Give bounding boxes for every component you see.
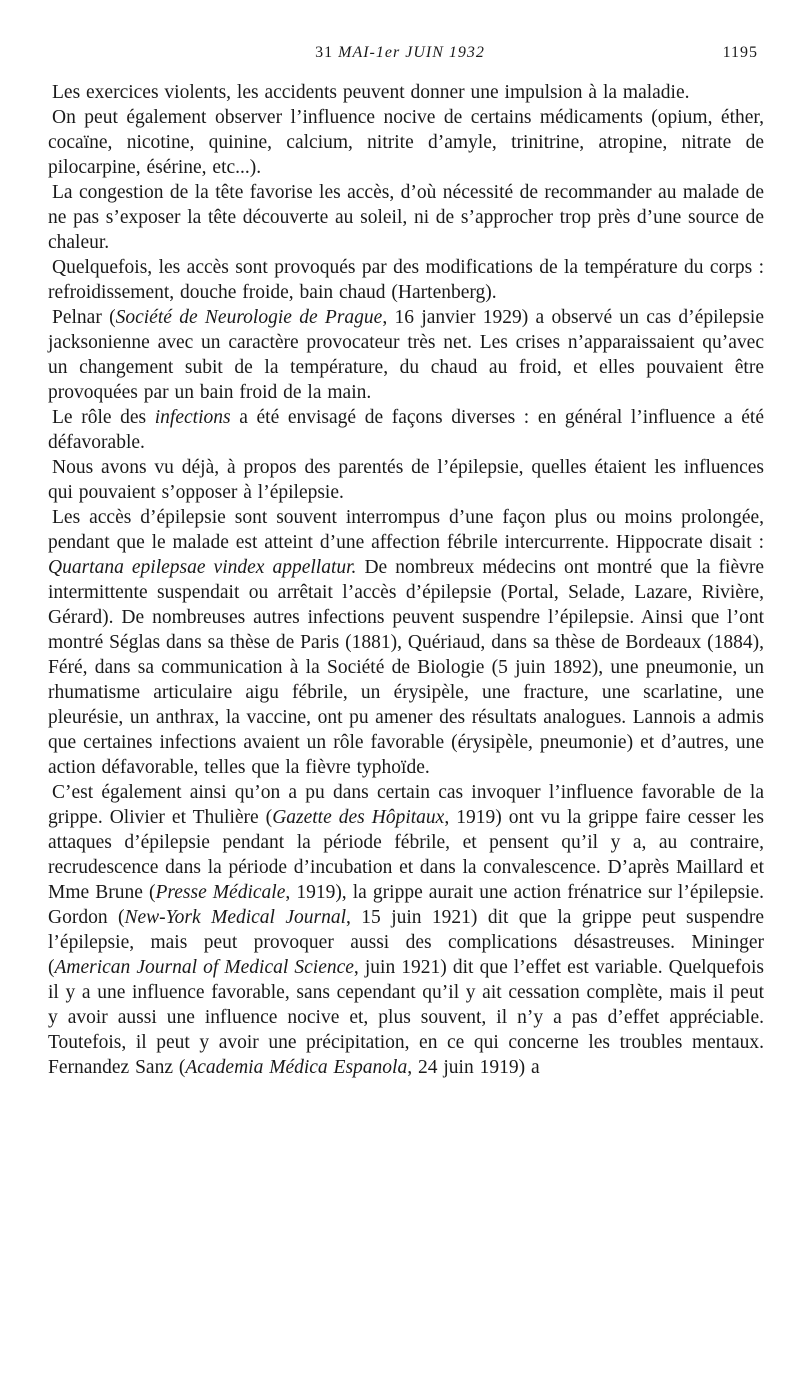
journal-title: New-York Medical Journal bbox=[124, 907, 347, 928]
header-day: 31 bbox=[315, 44, 334, 61]
journal-title: American Journal of Medical Science bbox=[54, 957, 354, 978]
paragraph: Nous avons vu déjà, à propos des parentés de l’épilepsie, quelles étaient les influences qui pouvaient s’opposer à l’épilepsie. bbox=[48, 457, 764, 503]
journal-title: Academia Médica Espanola bbox=[185, 1057, 408, 1078]
paragraph: On peut également observer l’influence nocive de certains médicaments (opium, éther, cocaïne, nicotine, quinine, calcium, nitrite d’amyle, trinitrine, atropine, nitrate de pilocarpine, ésérine, etc...). bbox=[48, 107, 764, 178]
emphasis: infections bbox=[154, 407, 231, 428]
page-number: 1195 bbox=[722, 44, 758, 61]
body-text bbox=[48, 80, 764, 1080]
paragraph: Les accès d’épilepsie sont souvent interrompus d’une façon plus ou moins prolongée, pendant que le malade est atteint d’une affection fébrile intercurrente. Hippocrate disait : Quartana epilepsae vindex appellatur. De nombreux médecins ont montré que la fièvre intermittente suspendait ou arrêtait l’accès d’épilepsie (Portal, Selade, Lazare, Rivière, Gérard). De nombreuses autres infections peuvent suspendre l’épilepsie. Ainsi que l’ont montré Séglas dans sa thèse de Paris (1881), Quériaud, dans sa thèse de Bordeaux (1884), Féré, dans sa communication à la Société de Biologie (5 juin 1892), une pneumonie, un rhumatisme articulaire aigu fébrile, un érysipèle, une fracture, une scarlatine, une pleurésie, un anthrax, la vaccine, ont pu amener des résultats analogues. Lannois a admis que certaines infections avaient un rôle favorable (érysipèle, pneumonie) et d’autres, une action défavorable, telles que la fièvre typhoïde. bbox=[48, 507, 764, 778]
journal-title: Gazette des Hôpitaux bbox=[272, 807, 445, 828]
paragraph: Les exercices violents, les accidents peuvent donner une impulsion à la maladie. bbox=[52, 82, 690, 103]
journal-title: Société de Neurologie de Prague bbox=[115, 307, 383, 328]
running-title bbox=[40, 44, 760, 62]
paragraph: Le rôle des infections a été envisagé de façons diverses : en général l’influence a été défavorable. bbox=[48, 407, 764, 453]
journal-title: Presse Médicale bbox=[155, 882, 286, 903]
paragraph: Pelnar (Société de Neurologie de Prague, 16 janvier 1929) a observé un cas d’épilepsie jacksonienne avec un caractère provocateur très net. Les crises n’apparaissaient qu’avec un changement subit de la température, du chaud au froid, et elles pouvaient être provoquées par un bain froid de la main. bbox=[48, 307, 764, 403]
paragraph: C’est également ainsi qu’on a pu dans certain cas invoquer l’influence favorable de la grippe. Olivier et Thulière (Gazette des Hôpitaux, 1919) ont vu la grippe faire cesser les attaques d’épilepsie pendant la période fébrile, et pensent qu’il y a, au contraire, recrudescence dans la période d’incubation et dans la convalescence. D’après Maillard et Mme Brune (Presse Médicale, 1919), la grippe aurait une action frénatrice sur l’épilepsie. Gordon (New-York Medical Journal, 15 juin 1921) dit que la grippe peut suspendre l’épilepsie, mais peut provoquer aussi des complications désastreuses. Mininger (American Journal of Medical Science, juin 1921) dit que l’effet est variable. Quelquefois il y a une influence favorable, sans cependant qu’il y ait cessation complète, mais il peut y avoir aussi une influence nocive et, plus souvent, il n’y a pas d’effet appréciable. Toutefois, il peut y avoir une précipitation, en ce qui concerne les troubles mentaux. Fernandez Sanz (Academia Médica Espanola, 24 juin 1919) a bbox=[48, 782, 764, 1078]
header-title: MAI-1er JUIN 1932 bbox=[338, 44, 485, 61]
paragraph: La congestion de la tête favorise les accès, d’où nécessité de recommander au malade de ne pas s’exposer la tête découverte au soleil, ni de s’approcher trop près d’une source de chaleur. bbox=[48, 182, 764, 253]
running-header bbox=[40, 44, 760, 68]
latin-quote: Quartana epilepsae vindex appellatur. bbox=[48, 557, 357, 578]
paragraph: Quelquefois, les accès sont provoqués par des modifications de la température du corps : refroidissement, douche froide, bain chaud (Hartenberg). bbox=[48, 257, 764, 303]
